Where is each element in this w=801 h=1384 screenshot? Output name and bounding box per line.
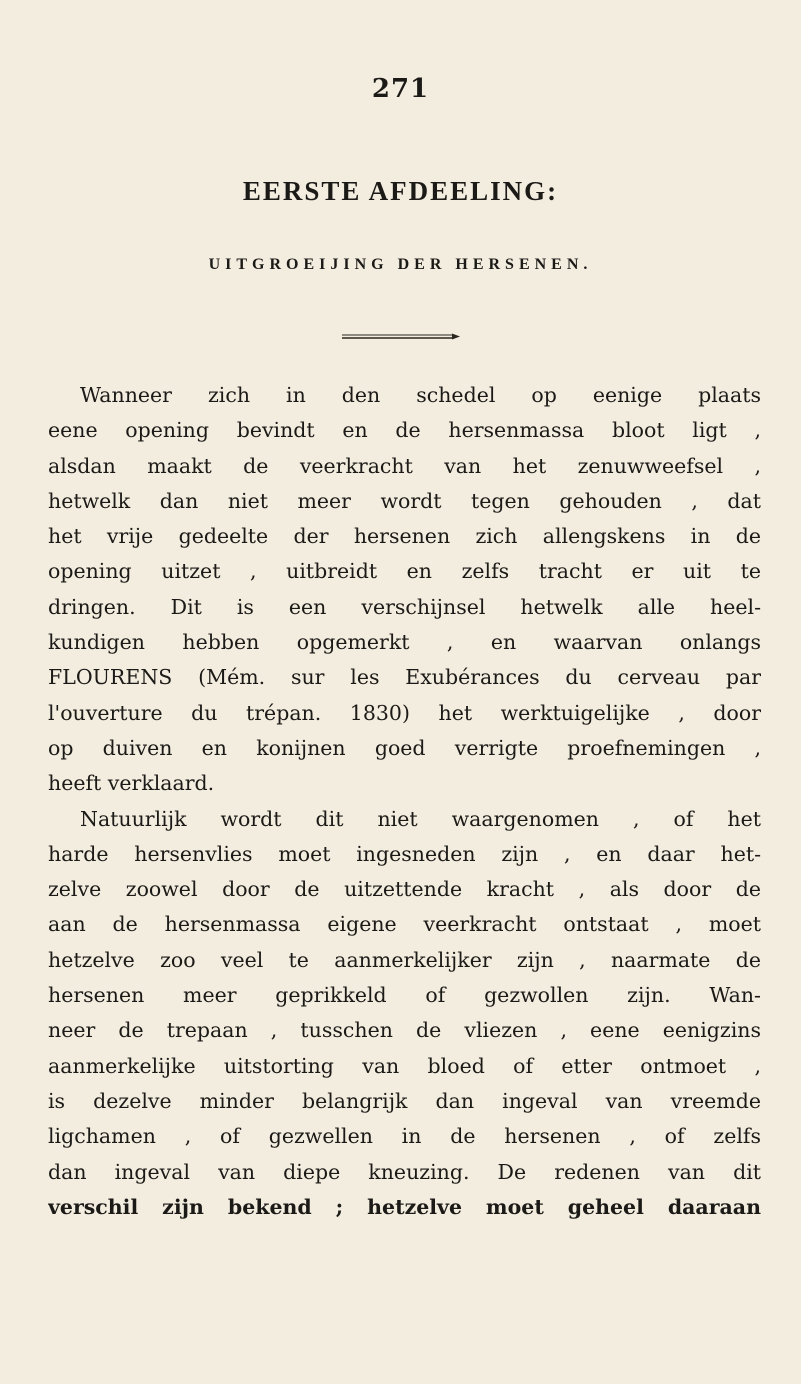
text-line: Wanneer zich in den schedel op eenige plaats [80,383,761,407]
text-line: heeft verklaard. [48,771,215,796]
text-line: Natuurlijk wordt dit niet waargenomen , of het [80,806,761,831]
text-line: dan ingeval van diepe kneuzing. De redenen van dit [48,1159,761,1184]
text-line: eene opening bevindt en de hersenmassa bloot ligt , [48,418,761,443]
text-line: aan de hersenmassa eigene veerkracht ontstaat , moet [48,912,761,937]
text-line: zelve zoowel door de uitzettende kracht , als door de [48,877,761,902]
text-line: alsdan maakt de veerkracht van het zenuwweefsel , [48,453,761,478]
paragraph-1 [48,378,761,802]
text-line: harde hersenvlies moet ingesneden zijn , en daar het- [48,841,761,866]
ornamental-divider [342,333,460,341]
text-line: neer de trepaan , tusschen de vliezen , eene eenigzins [48,1018,761,1043]
text-line: kundigen hebben opgemerkt , en waarvan onlangs [48,630,761,655]
page-number: 271 [371,74,430,104]
body-text [48,378,761,1225]
text-line: l'ouverture du trépan. 1830) het werktuigelijke , door [48,700,761,725]
text-line: het vrije gedeelte der hersenen zich allengskens in de [48,524,761,549]
text-line: aanmerkelijke uitstorting van bloed of etter ontmoet , [48,1053,761,1078]
text-line: verschil zijn bekend ; hetzelve moet geheel daaraan [48,1194,761,1219]
text-line: is dezelve minder belangrijk dan ingeval van vreemde [48,1088,761,1113]
text-line: dringen. Dit is een verschijnsel hetwelk alle heel- [48,594,761,619]
section-subtitle: UITGROEIJING DER HERSENEN. [208,256,593,273]
text-line: hetwelk dan niet meer wordt tegen gehouden , dat [48,488,761,513]
text-line: FLOURENS (Mém. sur les Exubérances du cerveau par [48,665,761,690]
text-line: hersenen meer geprikkeld of gezwollen zijn. Wan- [48,983,761,1008]
text-line: opening uitzet , uitbreidt en zelfs tracht er uit te [48,559,761,584]
text-line: hetzelve zoo veel te aanmerkelijker zijn , naarmate de [48,947,761,972]
text-line: op duiven en konijnen goed verrigte proefnemingen , [48,735,761,760]
text-line: ligchamen , of gezwellen in de hersenen , of zelfs [48,1124,761,1149]
paragraph-2 [48,802,761,1226]
section-title: EERSTE AFDEELING: [242,176,559,206]
